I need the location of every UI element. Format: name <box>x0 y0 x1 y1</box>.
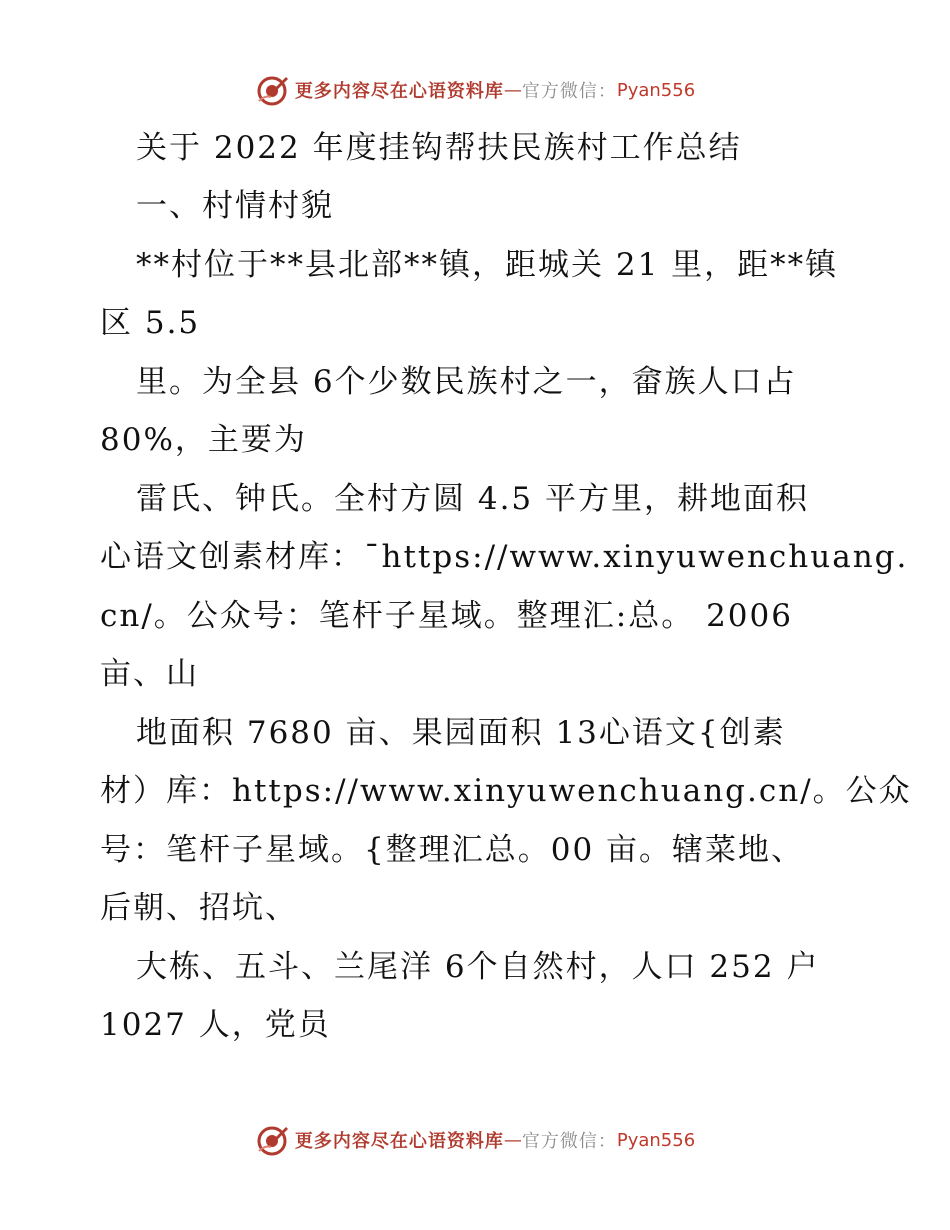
footer-banner <box>0 1120 950 1160</box>
header-banner <box>0 70 950 110</box>
banner-separator: — <box>503 79 522 101</box>
paragraph-line: 雷氏、钟氏。全村方圆 4.5 平方里，耕地面积 <box>136 481 810 517</box>
banner-wechat-label: 官方微信： <box>521 81 617 102</box>
paragraph-line: **村位于**县北部**镇，距城关 21 里，距**镇 <box>136 247 839 283</box>
paragraph-line: 大栋、五斗、兰尾洋 6个自然村，人口 252 户 <box>136 949 820 985</box>
paragraph-line: 1027 人，党员 <box>100 1007 331 1043</box>
banner-account: Pyan556 <box>616 1129 696 1151</box>
document-title: 关于 2022 年度挂钩帮扶民族村工作总结 <box>136 130 742 166</box>
paragraph-line: 亩、山 <box>100 656 199 692</box>
paragraph-line: 地面积 7680 亩、果园面积 13心语文{创素 <box>136 715 786 751</box>
banner-brand-text: 更多内容尽在心语资料库 <box>294 1131 504 1152</box>
pen-circle-logo-icon <box>255 73 289 107</box>
paragraph-line: 区 5.5 <box>100 305 201 341</box>
paragraph-line: cn/。公众号：笔杆子星域。整理汇:总。 2006 <box>100 598 793 634</box>
banner-account: Pyan556 <box>616 79 696 101</box>
paragraph-line: 后朝、招坑、 <box>100 890 298 926</box>
paragraph-line: 材）库：https://www.xinyuwenchuang.cn/。公众 <box>100 773 912 809</box>
banner-wechat-label: 官方微信： <box>521 1131 617 1152</box>
paragraph-line: 号：笔杆子星域。{整理汇总。00 亩。辖菜地、 <box>100 832 805 868</box>
section-heading: 一、村情村貌 <box>136 188 334 224</box>
paragraph-line: 里。为全县 6个少数民族村之一，畲族人口占 <box>136 364 797 400</box>
banner-brand-text: 更多内容尽在心语资料库 <box>294 81 504 102</box>
paragraph-line: 心语文创素材库：¯https://www.xinyuwenchuang. <box>100 539 909 575</box>
paragraph-line: 80%，主要为 <box>100 422 307 458</box>
pen-circle-logo-icon <box>255 1123 289 1157</box>
banner-separator: — <box>503 1129 522 1151</box>
